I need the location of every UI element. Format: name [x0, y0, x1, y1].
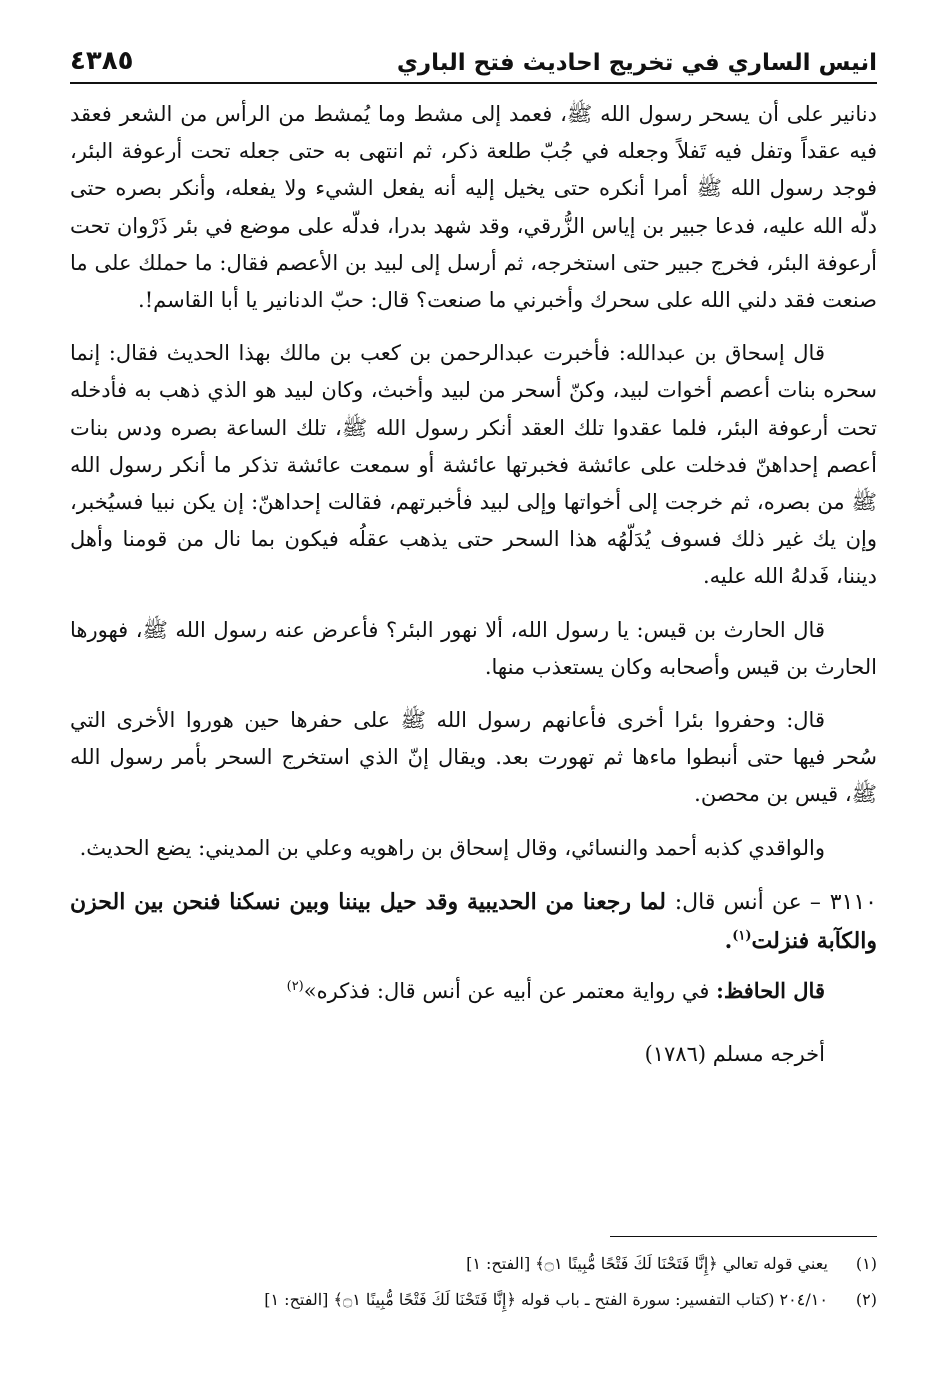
paragraph-5: والواقدي كذبه أحمد والنسائي، وقال إسحاق بن راهويه وعلي بن المديني: يضع الحديث.	[79, 835, 825, 860]
hafiz-text: في رواية معتمر عن أبيه عن أنس قال: فذكره»	[303, 978, 710, 1003]
paragraph-4: قال: وحفروا بئرا أخرى فأعانهم رسول الله ﷺ على حفرها حين هوروا الأخرى التي سُحر فيها حتى أنبطوا ماءها ثم تهورت بعد. ويقال إنّ الذي استخرج السحر بأمر رسول الله ﷺ، قيس بن محصن.	[70, 708, 877, 807]
running-header	[70, 32, 877, 84]
paragraph-1: دنانير على أن يسحر رسول الله ﷺ، فعمد إلى مشط وما يُمشط من الرأس من الشعر فعقد فيه عقداً وتفل فيه تَفلاً وجعله في جُبّ طلعة ذكر، ثم انتهى به حتى جعله تحت أرعوفة البئر، فوجد رسول الله ﷺ أمرا أنكره حتى يخيل إليه أنه يفعل الشيء ولا يفعله، وأنكر بصره حتى دلّه الله عليه، فدعا جبير بن إياس الزُّرقي، وقد شهد بدرا، فدلّه على موضع في بئر ذَرْوان تحت أرعوفة البئر، فخرج جبير حتى استخرجه، ثم أرسل إلى لبيد بن الأعصم فقال: ما حملك على ما صنعت فقد دلني الله على سحرك وأخبرني ما صنعت؟ قال: حبّ الدنانير يا أبا القاسم!.	[70, 102, 877, 313]
hadith-entry	[70, 883, 877, 960]
hafiz-label: قال الحافظ:	[716, 977, 825, 1003]
paragraph-2: قال إسحاق بن عبدالله: فأخبرت عبدالرحمن بن كعب بن مالك بهذا الحديث فقال: إنما سحره بنات أعصم أخوات لبيد، وكنّ أسحر من لبيد وأخبث، وكان لبيد هو الذي ذهب به فأدخله تحت أرعوفة البئر، فلما عقدوا تلك العقد أنكر رسول الله ﷺ، تلك الساعة بصره ودس بنات أعصم إحداهنّ فدخلت على عائشة فخبرتها عائشة أو سمعت عائشة تذكر ما أنكر رسول الله ﷺ من بصره، ثم خرجت إلى أخواتها وإلى لبيد فأخبرتهم، فقالت إحداهنّ: إن يكن نبيا فسيُخبر، وإن يك غير ذلك فسوف يُدَلّهُه هذا السحر حتى يذهب عقلُه فيكون بما نال من قومنا وأهل ديننا، فَدلهُ الله عليه.	[70, 341, 878, 589]
footnote-2	[70, 1282, 877, 1318]
hafiz-comment	[70, 972, 877, 1010]
hadith-tail: .	[724, 927, 733, 954]
footnote-ref-2: (٢)	[286, 978, 304, 994]
paragraph-3: قال الحارث بن قيس: يا رسول الله، ألا نهور البئر؟ فأعرض عنه رسول الله ﷺ، فهورها الحارث بن قيس وأصحابه وكان يستعذب منها.	[70, 617, 877, 679]
footnote-number: (١)	[855, 1254, 877, 1273]
footnote-ref-1: (١)	[732, 928, 752, 944]
footnote-text: يعني قوله تعالي ﴿إِنَّا فَتَحْنَا لَكَ فَتْحًا مُّبِينًا ۝١﴾ [الفتح: ١]	[466, 1254, 828, 1273]
footnote-number: (٢)	[855, 1290, 877, 1309]
page-number: ٤٣٨٥	[70, 46, 134, 76]
book-title: انيس الساري في تخريج احاديث فتح الباري	[396, 50, 877, 76]
hadith-narrator: – عن أنس قال:	[674, 889, 821, 915]
takhrij-line: أخرجه مسلم (١٧٨٦)	[644, 1041, 825, 1066]
footnote-text: ٢٠٤/١٠ (كتاب التفسير: سورة الفتح ـ باب قوله ﴿إِنَّا فَتَحْنَا لَكَ فَتْحًا مُّبِينًا ۝١﴾ [الفتح: ١]	[264, 1290, 828, 1309]
footnotes	[70, 1246, 877, 1318]
footnote-divider	[610, 1236, 877, 1237]
hadith-number: ٣١١٠	[829, 889, 877, 915]
main-text	[70, 96, 877, 1099]
hadith-text: لما رجعنا من الحديبية وقد حيل بيننا وبين نسكنا فنحن بين الحزن والكآبة فنزلت	[70, 888, 877, 954]
footnote-1	[70, 1246, 877, 1282]
